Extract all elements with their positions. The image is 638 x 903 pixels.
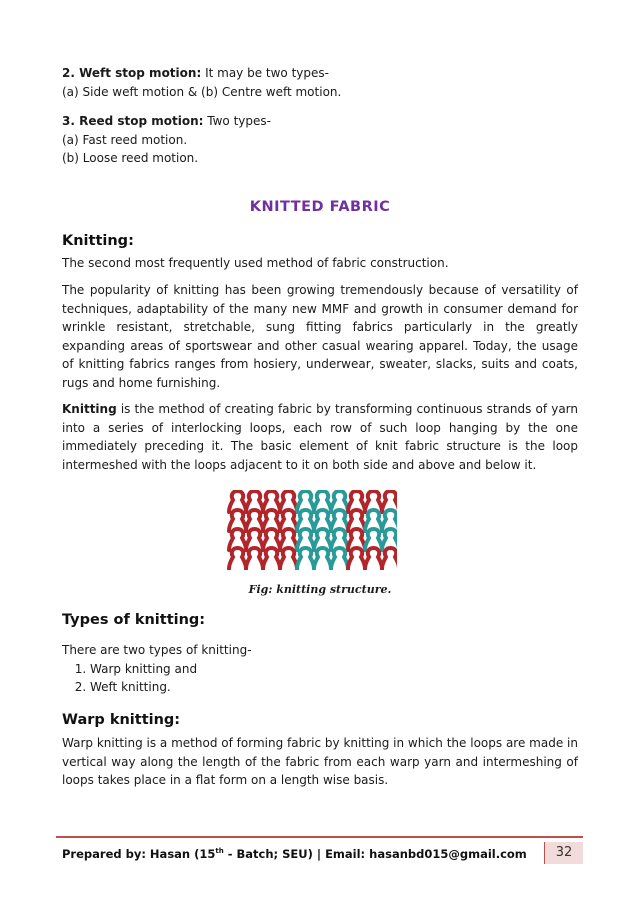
warp-block bbox=[62, 734, 578, 790]
knitting-para1-block bbox=[62, 281, 578, 392]
reed-line3: (b) Loose reed motion. bbox=[62, 151, 199, 165]
knitting-para2: is the method of creating fabric by transforming continuous strands of yarn into a series of interlocking loops, each row of such loop hanging by the one immediately preceding it. The basic element of knit fabric structure is the loop intermeshed with the loops adjacent to it on both side and above and below it. bbox=[62, 402, 578, 472]
list-item: 2. Weft knitting. bbox=[90, 678, 578, 697]
section-title: KNITTED FABRIC bbox=[249, 199, 391, 215]
knitting-intro: The second most frequently used method of fabric construction. bbox=[62, 256, 449, 270]
warp-heading: Warp knitting: bbox=[62, 712, 181, 728]
knitting-para2-block bbox=[62, 400, 578, 474]
types-block bbox=[62, 641, 578, 697]
weft-stop-motion-block bbox=[62, 64, 578, 101]
knit-loop bbox=[365, 548, 382, 569]
reed-line2: (a) Fast reed motion. bbox=[62, 132, 188, 147]
knitting-bold: Knitting bbox=[62, 402, 117, 416]
knit-loop bbox=[229, 548, 246, 569]
types-list bbox=[62, 660, 578, 697]
knitting-para1: The popularity of knitting has been growing tremendously because of versatility of techniques, adaptability of the many new MMF and growth in consumer demand for wrinkle resistant, stretchable, sung fitting fabrics particularly in the greatly expanding areas of sportswear and other casual wearing apparel. Today, the usage of knitting fabrics ranges from hosiery, underwear, sweater, slacks, suits and coats, rugs and home furnishing. bbox=[62, 283, 578, 390]
knit-loop bbox=[263, 548, 280, 569]
reed-text: Two types- bbox=[203, 114, 271, 128]
reed-label: 3. Reed stop motion: bbox=[62, 114, 204, 128]
knitting-structure-image bbox=[227, 490, 397, 570]
knit-loop bbox=[314, 548, 331, 569]
knit-loop bbox=[331, 548, 348, 569]
list-item: 1. Warp knitting and bbox=[90, 660, 578, 679]
knitting-intro-block bbox=[62, 254, 578, 273]
knit-loop bbox=[348, 548, 365, 569]
knit-loop bbox=[382, 548, 397, 569]
weft-label: 2. Weft stop motion: bbox=[62, 66, 202, 80]
warp-text: Warp knitting is a method of forming fabric by knitting in which the loops are made in vertical way along the length of the fabric from each warp yarn and intermeshing of loops takes place in a flat form on a length wise basis. bbox=[62, 736, 578, 787]
knit-loop bbox=[297, 548, 314, 569]
footer-text: Prepared by: Hasan (15th - Batch; SEU) | Email: hasanbd015@gmail.com bbox=[62, 847, 527, 861]
types-intro: There are two types of knitting- bbox=[62, 643, 252, 657]
page-number: 32 bbox=[544, 842, 583, 864]
knit-loop bbox=[280, 548, 297, 569]
page-footer bbox=[56, 836, 583, 866]
knit-loop bbox=[246, 548, 263, 569]
figure-caption: Fig: knitting structure. bbox=[248, 583, 392, 596]
reed-stop-motion-block bbox=[62, 112, 578, 168]
types-heading: Types of knitting: bbox=[62, 612, 206, 628]
knitting-heading: Knitting: bbox=[62, 233, 134, 249]
weft-text: It may be two types- bbox=[201, 66, 329, 80]
weft-line2: (a) Side weft motion & (b) Centre weft motion. bbox=[62, 84, 342, 99]
